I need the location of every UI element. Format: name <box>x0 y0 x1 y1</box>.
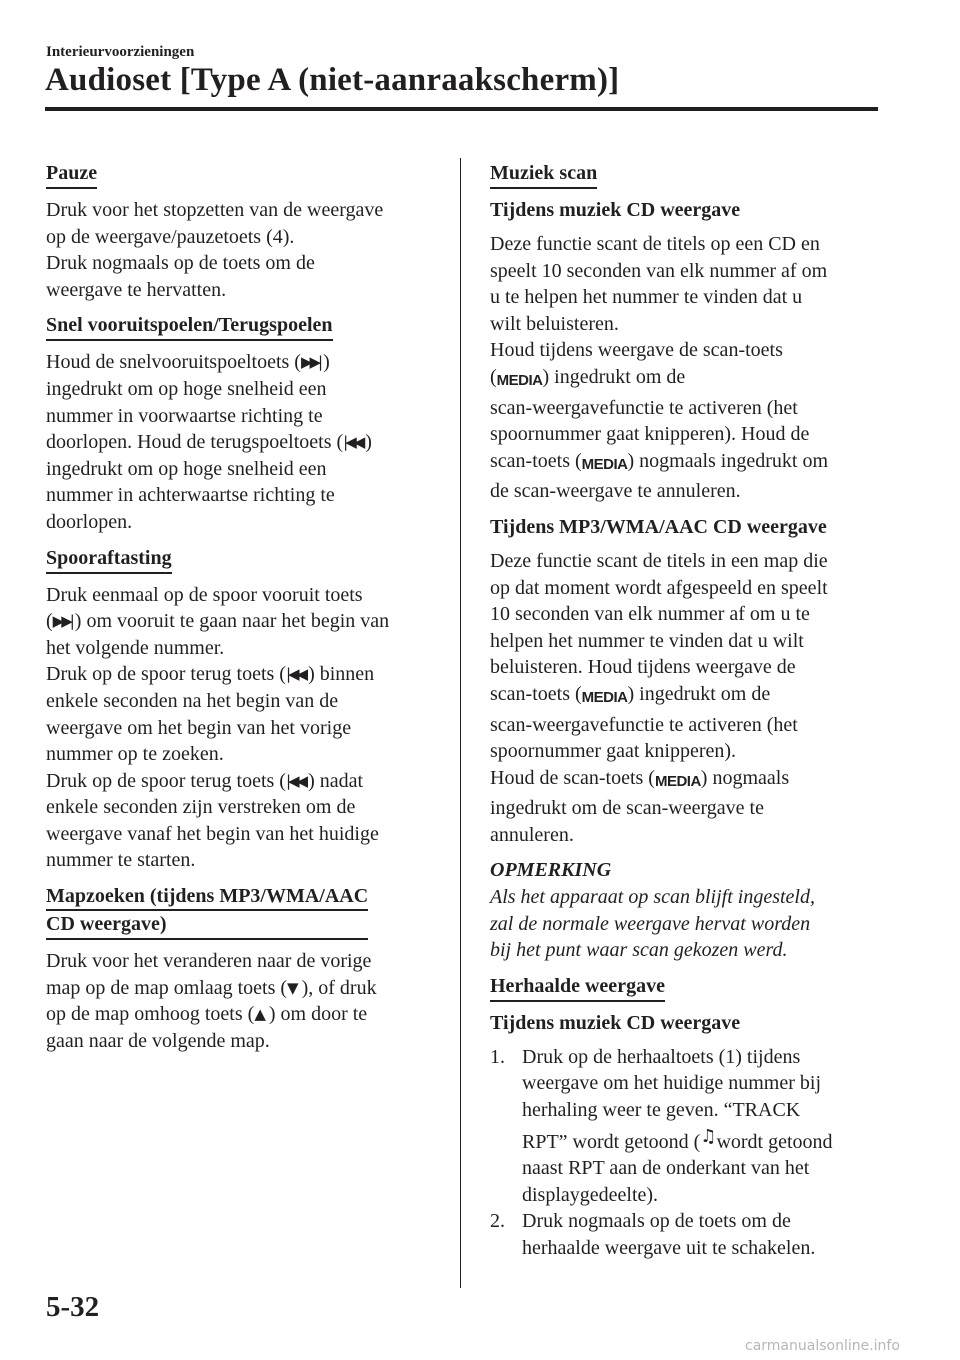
media-button-icon: MEDIA <box>654 772 701 790</box>
list-item <box>490 1044 885 1209</box>
subheading-mp3-cd: Tijdens MP3/WMA/AAC CD weergave <box>490 515 827 538</box>
music-note-icon: ♫ <box>700 1125 717 1147</box>
heading-line: CD weergave) <box>46 913 167 936</box>
note-text <box>490 884 885 964</box>
heading-track-search: Spooraftasting <box>46 545 172 574</box>
text-line: weergave om het begin van het vorige <box>46 716 352 739</box>
text: ) nadat <box>308 769 364 792</box>
text-line <box>490 448 885 479</box>
heading-line: Mapzoeken (tijdens MP3/WMA/AAC <box>46 883 368 911</box>
text-line: bij het punt waar scan gekozen werd. <box>490 939 788 962</box>
text-line: gaan naar de volgende map. <box>46 1029 270 1052</box>
right-column <box>490 160 885 1262</box>
text: ( <box>46 610 53 633</box>
text-line: Druk eenmaal op de spoor vooruit toets <box>46 583 363 606</box>
text-line <box>46 349 441 376</box>
text-line: de scan-weergave te annuleren. <box>490 480 741 503</box>
text: ) om vooruit te gaan naar het begin van <box>74 610 390 633</box>
subheading-repeat-cd: Tijdens muziek CD weergave <box>490 1011 741 1034</box>
text: Druk op de spoor terug toets ( <box>46 769 286 792</box>
text-line: ingedrukt om op hoge snelheid een <box>46 457 327 480</box>
text-line: herhaling weer te geven. “TRACK <box>522 1099 801 1122</box>
footer-watermark-url: carmanualsonline.info <box>745 1338 900 1354</box>
text-line: Deze functie scant de titels in een map die <box>490 549 828 572</box>
page-title: Audioset [Type A (niet-aanraakscherm)] <box>45 62 620 98</box>
text: ) <box>365 431 372 454</box>
text-line: doorlopen. <box>46 510 133 533</box>
paragraph-scan-cd <box>490 231 885 505</box>
text: Houd de scan-toets ( <box>490 766 655 789</box>
text: scan-toets ( <box>490 682 582 705</box>
text-line: op de weergave/pauzetoets (4). <box>46 225 295 248</box>
next-track-icon: ▶▶| <box>300 353 321 372</box>
next-track-icon: ▶▶| <box>52 612 72 631</box>
text-line: weergave vanaf het begin van het huidige <box>46 822 379 845</box>
text-line: u te helpen het nummer te vinden dat u <box>490 286 803 309</box>
text-line <box>490 681 885 712</box>
text-line: het volgende nummer. <box>46 636 225 659</box>
previous-track-icon: |◀◀ <box>285 771 306 790</box>
text-line: Druk voor het veranderen naar de vorige <box>46 950 372 973</box>
heading-repeat: Herhaalde weergave <box>490 973 665 1002</box>
list-number: 2. <box>490 1210 505 1233</box>
text-line: Houd tijdens weergave de scan-toets <box>490 339 783 362</box>
media-button-icon: MEDIA <box>496 371 543 389</box>
text-line: annuleren. <box>490 823 574 846</box>
page-number: 5-32 <box>46 1291 100 1323</box>
text-line: ingedrukt om op hoge snelheid een <box>46 377 327 400</box>
text: scan-toets ( <box>490 449 582 472</box>
paragraph-fast-forward <box>46 349 441 535</box>
text-line <box>490 765 885 796</box>
section-label: Interieurvoorzieningen <box>46 44 195 60</box>
text-line <box>46 975 441 1002</box>
text-line: Druk nogmaals op de toets om de <box>522 1210 791 1233</box>
text-line <box>46 608 441 635</box>
arrow-up-icon: ▲ <box>254 1005 266 1024</box>
text: ) binnen <box>308 663 375 686</box>
text-line <box>46 661 441 688</box>
text-line: wilt beluisteren. <box>490 312 619 335</box>
text-line: ingedrukt om de scan-weergave te <box>490 797 764 820</box>
text-line <box>46 1001 441 1028</box>
paragraph-pause <box>46 197 441 303</box>
text-line: Druk op de herhaaltoets (1) tijdens <box>522 1045 801 1068</box>
text-line: naast RPT aan de onderkant van het <box>522 1157 810 1180</box>
text-line: herhaalde weergave uit te schakelen. <box>522 1237 816 1259</box>
subheading-music-cd: Tijdens muziek CD weergave <box>490 199 741 221</box>
text: ) nogmaals ingedrukt om <box>627 449 829 472</box>
text: doorlopen. Houd de terugspoeltoets ( <box>46 431 344 454</box>
text: ) nogmaals <box>700 766 790 789</box>
heading-fast-forward: Snel vooruitspoelen/Terugspoelen <box>46 312 333 341</box>
text-line: nummer in achterwaartse richting te <box>46 484 335 507</box>
text-line: Druk nogmaals op de toets om de <box>46 252 315 275</box>
list-number: 1. <box>490 1045 505 1068</box>
text: ), of druk <box>301 976 377 999</box>
previous-track-icon: |◀◀ <box>285 665 306 684</box>
paragraph-track-search <box>46 582 441 875</box>
text-line: nummer op te zoeken. <box>46 743 224 766</box>
previous-track-icon: |◀◀ <box>343 433 363 452</box>
paragraph-folder-search <box>46 948 441 1054</box>
text-line: beluisteren. Houd tijdens weergave de <box>490 656 796 679</box>
text-line: spoornummer gaat knipperen). <box>490 740 737 763</box>
text-line: 10 seconden van elk nummer af om u te <box>490 603 810 626</box>
text-line: Deze functie scant de titels op een CD en <box>490 233 820 255</box>
title-rule <box>45 107 878 111</box>
text-line <box>522 1124 885 1156</box>
text-line: displaygedeelte). <box>522 1183 659 1206</box>
text-line: scan-weergavefunctie te activeren (het <box>490 396 798 419</box>
heading-pause: Pauze <box>46 160 97 189</box>
text: Druk op de spoor terug toets ( <box>46 663 286 686</box>
text-line: nummer in voorwaartse richting te <box>46 404 323 427</box>
text: RPT” wordt getoond ( <box>522 1130 701 1153</box>
text: op de map omhoog toets ( <box>46 1003 255 1026</box>
note-heading: OPMERKING <box>490 859 612 882</box>
text-line <box>46 429 441 456</box>
text: map op de map omlaag toets ( <box>46 976 288 999</box>
text-line: helpen het nummer te vinden dat u wilt <box>490 629 804 652</box>
text: ) om door te <box>268 1003 368 1026</box>
text-line: spoornummer gaat knipperen). Houd de <box>490 423 810 446</box>
heading-music-scan: Muziek scan <box>490 160 597 189</box>
list-item <box>490 1208 885 1261</box>
text-line: speelt 10 seconden van elk nummer af om <box>490 259 828 282</box>
text-line <box>46 768 441 795</box>
media-button-icon: MEDIA <box>581 688 628 706</box>
media-button-icon: MEDIA <box>581 455 628 473</box>
text: ( <box>490 365 497 388</box>
heading-folder-search <box>46 883 368 940</box>
text: ) <box>323 351 330 374</box>
text-line: enkele seconden na het begin van de <box>46 689 339 712</box>
text-line: zal de normale weergave hervat worden <box>490 912 811 935</box>
text-line: nummer te starten. <box>46 849 196 872</box>
text-line: weergave om het huidige nummer bij <box>522 1072 821 1095</box>
text: ) ingedrukt om de <box>542 365 686 388</box>
arrow-down-icon: ▼ <box>287 978 299 997</box>
text-line: weergave te hervatten. <box>46 278 227 301</box>
text-line: op dat moment wordt afgespeeld en speelt <box>490 576 828 599</box>
paragraph-scan-mp3 <box>490 548 885 849</box>
text-line: Druk voor het stopzetten van de weergave <box>46 199 384 221</box>
text: ) ingedrukt om de <box>627 682 771 705</box>
column-divider <box>460 158 461 1288</box>
text-line: Als het apparaat op scan blijft ingesteld, <box>490 886 815 909</box>
text-line: enkele seconden zijn verstreken om de <box>46 796 356 819</box>
text: wordt getoond <box>716 1130 833 1153</box>
text-line <box>490 364 885 395</box>
repeat-steps <box>490 1044 885 1262</box>
text-line: scan-weergavefunctie te activeren (het <box>490 713 798 736</box>
text: Houd de snelvooruitspoeltoets ( <box>46 351 301 374</box>
left-column <box>46 160 441 1063</box>
